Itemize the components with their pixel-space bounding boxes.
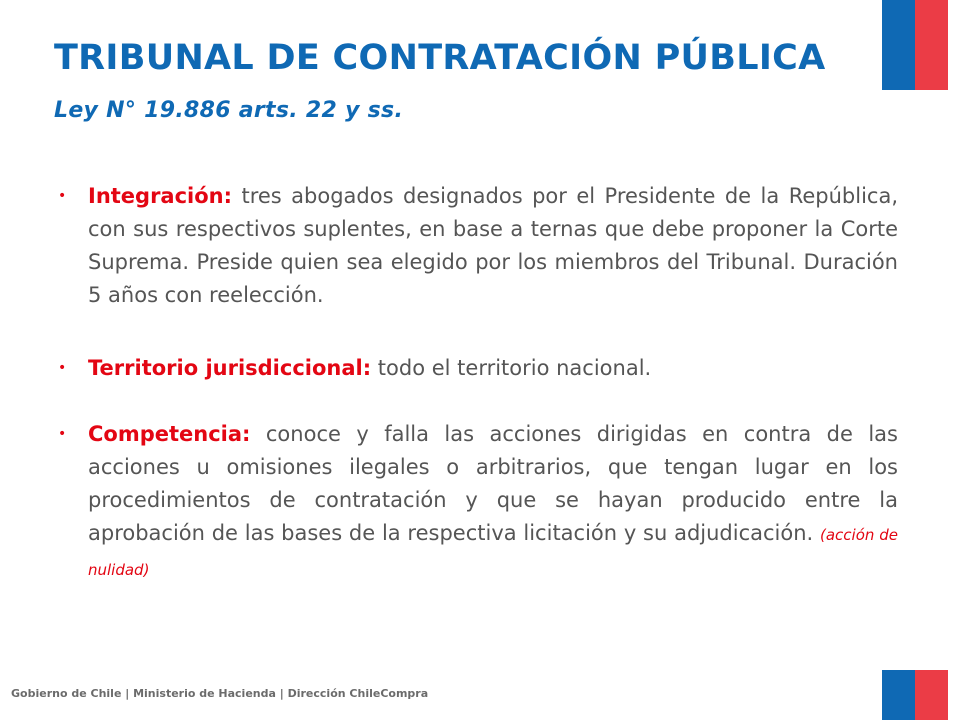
bullet-note: (acción de nulidad) (88, 526, 898, 579)
bullet-text: todo el territorio nacional. (371, 356, 652, 380)
flag-stripe-blue (882, 670, 915, 720)
bullet-lead: Territorio jurisdiccional: (88, 356, 372, 380)
bullet-competencia (52, 418, 898, 587)
bullet-lead: Integración: (88, 184, 233, 208)
bullet-lead: Competencia: (88, 422, 251, 446)
flag-stripes-bottom (882, 670, 948, 720)
flag-stripe-red (915, 0, 948, 90)
flag-stripes-top (882, 0, 948, 90)
flag-stripe-red (915, 670, 948, 720)
footer-text: Gobierno de Chile | Ministerio de Hacienda | Dirección ChileCompra (11, 687, 429, 700)
bullet-integracion (52, 180, 898, 312)
title-main: TRIBUNAL DE CONTRATACIÓN PÚBLICA (54, 38, 826, 78)
title-subtitle: Ley N° 19.886 arts. 22 y ss. (54, 98, 404, 123)
bullet-text: tres abogados designados por el Presidente de la República, con sus respectivos suplentes, en base a ternas que debe proponer la Corte Suprema. Preside quien sea elegido por los miembros del Tribunal. Duración 5 años con reelección. (88, 184, 898, 307)
bullet-list (52, 180, 898, 587)
bullet-dot-icon: • (58, 360, 67, 376)
bullet-dot-icon: • (58, 426, 67, 442)
bullet-territorio (52, 352, 898, 385)
slide-title (54, 34, 854, 135)
bullet-dot-icon: • (58, 188, 67, 204)
flag-stripe-blue (882, 0, 915, 90)
bullet-text: conoce y falla las acciones dirigidas en contra de las acciones u omisiones ilegales o arbitrarios, que tengan lugar en los procedimientos de contratación y que se hayan producido entre la aprobación de las bases de la respectiva licitación y su adjudicación. (88, 422, 898, 545)
